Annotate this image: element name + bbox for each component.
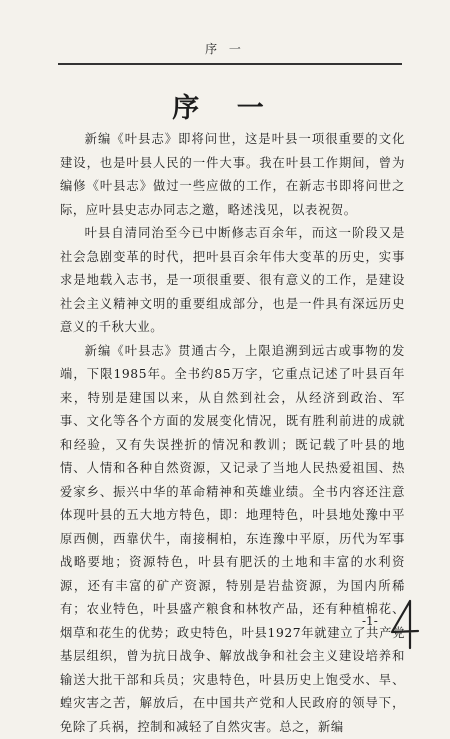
page-title: 序 一 (0, 86, 450, 125)
running-head: 序 一 (0, 40, 450, 57)
body-text (60, 128, 405, 739)
paragraph-3: 新编《叶县志》贯通古今，上限追溯到远古或事物的发端，下限1985年。全书约85万字，它重点记述了叶县百年来，特别是建国以来，从自然到社会，从经济到政治、军事、文化等各个方面的发展变化情况，既有胜利前进的成就和经验，又有失误挫折的情况和教训；既记载了叶县的地情、人情和各种自然资源，又记录了当地人民热爱祖国、热爱家乡、振兴中华的革命精神和英雄业绩。全书内容还注意体现叶县的五大地方特色，即：地理特色，叶县地处豫中平原西侧，西靠伏牛，南接桐柏，东连豫中平原，历代为军事战略要地；资源特色，叶县有肥沃的土地和丰富的水利资源，还有丰富的矿产资源，特别是岩盐资源，为国内所稀有；农业特色，叶县盛产粮食和林牧产品，还有种植棉花、烟草和花生的优势；政史特色，叶县1927年就建立了共产党基层组织，曾为抗日战争、解放战争和社会主义建设培养和输送大批干部和兵员；灾患特色，叶县历史上饱受水、旱、蝗灾害之苦，解放后，在中国共产党和人民政府的领导下，免除了兵祸，控制和减轻了自然灾害。总之，新编 (60, 340, 405, 739)
paragraph-1: 新编《叶县志》即将问世，这是叶县一项很重要的文化建设，也是叶县人民的一件大事。我在叶县工作期间，曾为编修《叶县志》做过一些应做的工作，在新志书即将问世之际，应叶县史志办同志之邀，略述浅见，以表祝贺。 (60, 128, 405, 222)
handwritten-mark (388, 598, 422, 650)
header-rule (58, 63, 402, 65)
page-number: -1- (362, 614, 378, 628)
paragraph-2: 叶县自清同治至今已中断修志百余年，而这一阶段又是社会急剧变革的时代，把叶县百余年伟大变革的历史，实事求是地载入志书，是一项很重要、很有意义的工作，是建设社会主义精神文明的重要组成部分，也是一件具有深远历史意义的千秋大业。 (60, 222, 405, 340)
